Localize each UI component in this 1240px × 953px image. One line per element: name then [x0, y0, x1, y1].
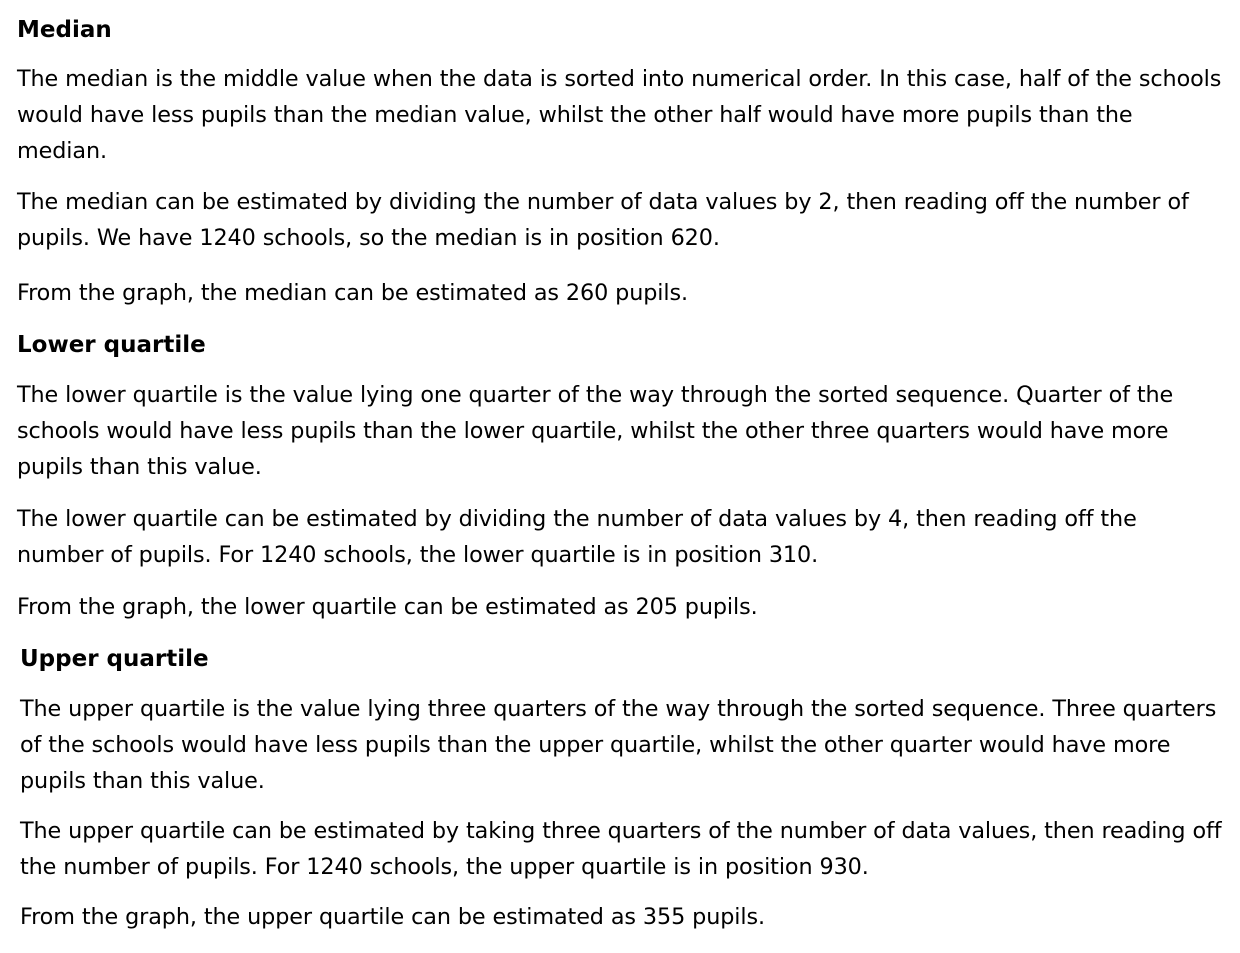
median-estimate-paragraph: From the graph, the median can be estimated as 260 pupils. — [17, 280, 688, 306]
median-definition-paragraph: The median is the middle value when the data is sorted into numerical order. In this case, half of the schools would have less pupils than the median value, whilst the other half would have more pupils than the median. — [17, 66, 1222, 164]
upper-quartile-heading: Upper quartile — [20, 646, 209, 672]
median-heading: Median — [17, 17, 112, 43]
lower-quartile-definition-paragraph: The lower quartile is the value lying one quarter of the way through the sorted sequence. Quarter of the schools would have less pupils than the lower quartile, whilst the other three quarters would have more pupils than this value. — [17, 382, 1174, 480]
upper-quartile-estimate-paragraph: From the graph, the upper quartile can be estimated as 355 pupils. — [20, 904, 765, 930]
lower-quartile-method-paragraph: The lower quartile can be estimated by dividing the number of data values by 4, then reading off the number of pupils. For 1240 schools, the lower quartile is in position 310. — [17, 506, 1137, 568]
upper-quartile-definition-paragraph: The upper quartile is the value lying three quarters of the way through the sorted sequence. Three quarters of the schools would have less pupils than the upper quartile, whilst the other quarter would have more pupils than this value. — [20, 696, 1217, 794]
upper-quartile-method-paragraph: The upper quartile can be estimated by taking three quarters of the number of data values, then reading off the number of pupils. For 1240 schools, the upper quartile is in position 930. — [20, 818, 1222, 880]
lower-quartile-heading: Lower quartile — [17, 332, 206, 358]
lower-quartile-estimate-paragraph: From the graph, the lower quartile can be estimated as 205 pupils. — [17, 594, 758, 620]
median-method-paragraph: The median can be estimated by dividing the number of data values by 2, then reading off the number of pupils. We have 1240 schools, so the median is in position 620. — [17, 189, 1189, 251]
